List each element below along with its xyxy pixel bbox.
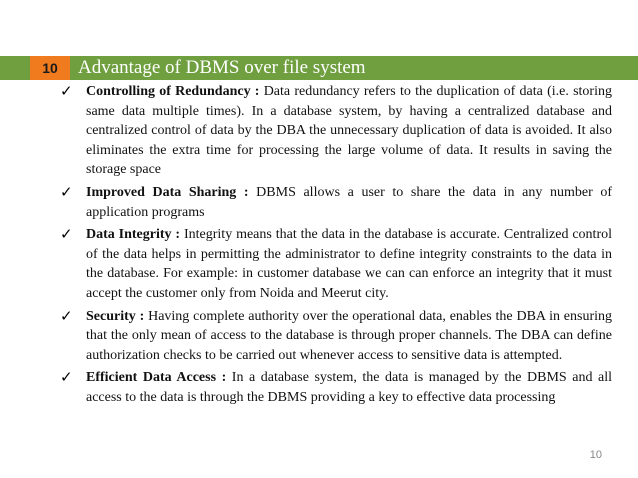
bullet-efficient-data-access xyxy=(60,368,612,407)
bullet-heading: Data Integrity : xyxy=(86,227,181,243)
bullet-data-integrity xyxy=(60,225,612,303)
slide-number-badge: 10 xyxy=(30,56,70,80)
checkmark-icon: ✓ xyxy=(60,368,73,387)
bullet-heading: Security : xyxy=(86,308,145,324)
bullet-improved-data-sharing xyxy=(60,183,612,222)
bullet-security xyxy=(60,307,612,366)
bullet-text xyxy=(86,183,612,222)
bullet-heading: Improved Data Sharing : xyxy=(86,184,249,200)
bullet-body: Having complete authority over the operational data, enables the DBA in ensuring that the only mean of access to the database is through proper channels. The DBA can define authorization checks to be carried out whenever access to sensitive data is attempted. xyxy=(86,308,613,363)
bullet-heading: Efficient Data Access : xyxy=(86,370,227,386)
checkmark-icon: ✓ xyxy=(60,225,73,244)
bullet-body: Integrity means that the data in the database is accurate. Centralized control of the data helps in permitting the administrator to define integrity constraints to the data in the database. For example: in customer database we can can enforce an integrity that it must accept the customer only from Noida and Meerut city. xyxy=(86,227,612,301)
page-number: 10 xyxy=(589,449,602,461)
bullet-body: Data redundancy refers to the duplication of data (i.e. storing same data multiple times). In a database system, by having a centralized database and centralized control of data by the DBA the unnecessary duplication of data is avoided. It also eliminates the extra time for processing the large volume of data. It results in saving the storage space xyxy=(86,84,612,178)
checkmark-icon: ✓ xyxy=(60,306,73,325)
bullet-heading: Controlling of Redundancy : xyxy=(86,84,260,99)
slide-title: Advantage of DBMS over file system xyxy=(78,57,366,78)
bullet-controlling-redundancy xyxy=(60,82,612,180)
bullet-list xyxy=(60,82,612,411)
bullet-body: In a database system, the data is managed by the DBMS and all access to the data is through the DBMS providing a key to effective data processing xyxy=(86,370,612,405)
bullet-text xyxy=(86,82,612,180)
bullet-text xyxy=(86,368,612,407)
checkmark-icon: ✓ xyxy=(60,82,73,100)
checkmark-icon: ✓ xyxy=(60,182,73,201)
bullet-text xyxy=(86,307,612,366)
bullet-body: DBMS allows a user to share the data in any number of application programs xyxy=(86,184,612,220)
bullet-text xyxy=(86,225,612,303)
